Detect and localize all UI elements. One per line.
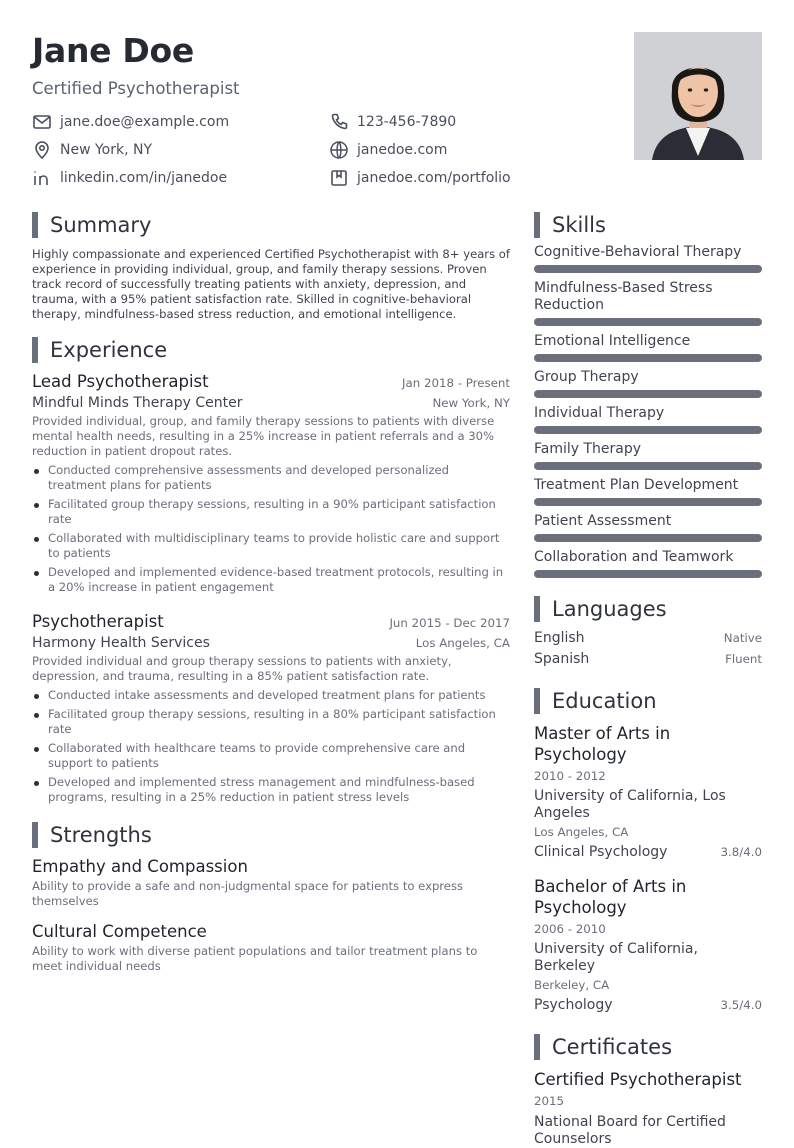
gpa: 3.8/4.0 [720,845,762,859]
skill-bar [534,534,762,542]
skill-item [534,405,762,434]
job-title: Psychotherapist [32,612,164,631]
skill-bar [534,426,762,434]
certificate-item [534,1069,762,1148]
job-dates: Jun 2015 - Dec 2017 [389,616,510,630]
contact-portfolio[interactable] [329,168,511,188]
company-name: Harmony Health Services [32,635,210,651]
bullet-item: Developed and implemented stress management and mindfulness-based programs, resulting in a 25% reduction in patient stress levels [32,775,510,805]
school-name: University of California, Berkeley [534,941,698,974]
contact-email[interactable] [32,112,229,132]
bullet-item: Facilitated group therapy sessions, resulting in a 80% participant satisfaction rate [32,707,510,737]
education-years: 2010 - 2012 [534,769,606,783]
skill-name: Family Therapy [534,441,642,457]
education-heading: Education [534,688,762,714]
contact-website[interactable] [329,140,447,160]
mail-icon [32,112,52,132]
certificates-heading: Certificates [534,1034,762,1060]
field-of-study: Clinical Psychology [534,844,668,860]
degree-title: Master of Arts in Psychology [534,724,671,764]
strengths-heading: Strengths [32,822,510,848]
languages-list [534,628,762,670]
job-dates: Jan 2018 - Present [402,376,510,390]
skill-bar [534,318,762,326]
job-bullets [32,688,510,805]
skill-bar [534,570,762,578]
school-location: Berkeley, CA [534,978,610,992]
skill-item [534,369,762,398]
certificate-year: 2015 [534,1094,565,1108]
company-name: Mindful Minds Therapy Center [32,395,243,411]
skill-bar [534,265,762,273]
skill-name: Individual Therapy [534,405,665,421]
bookmark-box-icon [329,168,349,188]
bullet-item: Collaborated with multidisciplinary teams to provide holistic care and support to patients [32,531,510,561]
job-location: New York, NY [432,396,510,410]
skill-item [534,244,762,273]
skill-item [534,441,762,470]
skill-name: Mindfulness-Based Stress Reduction [534,280,713,313]
skill-bar [534,498,762,506]
resume-header [32,30,592,100]
certificate-name: Certified Psychotherapist [534,1070,742,1089]
phone-icon [329,112,349,132]
skill-name: Emotional Intelligence [534,333,691,349]
profile-photo [634,32,762,160]
summary-heading: Summary [32,212,510,238]
strength-description: Ability to work with diverse patient populations and tailor treatment plans to meet individual needs [32,944,478,973]
portfolio-text: janedoe.com/portfolio [357,170,511,186]
side-column [534,212,762,1148]
job-description: Provided individual and group therapy sessions to patients with anxiety, depression, and trauma, resulting in a 85% patient satisfaction rate. [32,654,452,683]
candidate-title: Certified Psychotherapist [32,79,240,98]
contact-phone[interactable] [329,112,456,132]
email-text: jane.doe@example.com [60,114,230,130]
main-column [32,212,510,974]
skill-bar [534,390,762,398]
experience-heading: Experience [32,337,510,363]
language-level: Native [723,631,762,645]
job-location: Los Angeles, CA [415,636,510,650]
language-name: Spanish [534,651,590,667]
website-text: janedoe.com [357,142,448,158]
education-years: 2006 - 2010 [534,922,606,936]
experience-item [32,371,510,595]
skill-item [534,477,762,506]
strength-item [32,921,510,974]
strength-title: Cultural Competence [32,922,207,941]
strength-title: Empathy and Compassion [32,857,248,876]
skill-bar [534,462,762,470]
skill-name: Group Therapy [534,369,639,385]
map-pin-icon [32,140,52,160]
certificate-issuer: National Board for Certified Counselors [534,1114,726,1147]
job-bullets [32,463,510,595]
skill-bar [534,354,762,362]
linkedin-icon [32,168,52,188]
experience-item [32,611,510,805]
location-text: New York, NY [60,142,153,158]
field-of-study: Psychology [534,997,613,1013]
bullet-item: Developed and implemented evidence-based treatment protocols, resulting in a 20% increase in patient engagement [32,565,510,595]
candidate-name: Jane Doe [32,31,194,70]
contact-info [32,112,532,196]
bullet-item: Facilitated group therapy sessions, resulting in a 90% participant satisfaction rate [32,497,510,527]
language-level: Fluent [725,652,762,666]
degree-title: Bachelor of Arts in Psychology [534,877,687,917]
strength-item [32,856,510,909]
school-name: University of California, Los Angeles [534,788,726,821]
strength-description: Ability to provide a safe and non-judgmental space for patients to express themselves [32,879,464,908]
skill-item [534,333,762,362]
language-item [534,628,762,649]
language-item [534,649,762,670]
phone-text: 123-456-7890 [357,114,457,130]
contact-location [32,140,152,160]
skill-item [534,513,762,542]
job-description: Provided individual, group, and family therapy sessions to patients with diverse mental health needs, resulting in a 25% increase in patient referrals and a 30% reduction in patient dropout rates. [32,414,495,458]
skills-list [534,244,762,578]
language-name: English [534,630,585,646]
skill-name: Cognitive-Behavioral Therapy [534,244,742,260]
summary-text: Highly compassionate and experienced Certified Psychotherapist with 8+ years of experience in providing individual, group, and family therapy sessions. Proven track record of successfully treating patients with anxiety, depression, and trauma, with a 95% patient satisfaction rate. Skilled in cognitive-behavioral therapy, mindfulness-based stress reduction, and emotional intelligence. [32,247,510,321]
skill-name: Collaboration and Teamwork [534,549,734,565]
skills-heading: Skills [534,212,762,238]
education-item [534,723,762,862]
bullet-item: Collaborated with healthcare teams to provide comprehensive care and support to patients [32,741,510,771]
bullet-item: Conducted intake assessments and developed treatment plans for patients [32,688,510,703]
linkedin-text: linkedin.com/in/janedoe [60,170,228,186]
skill-item [534,280,762,326]
bullet-item: Conducted comprehensive assessments and developed personalized treatment plans for patients [32,463,510,493]
languages-heading: Languages [534,596,762,622]
skill-name: Patient Assessment [534,513,672,529]
school-location: Los Angeles, CA [534,825,629,839]
globe-icon [329,140,349,160]
education-item [534,876,762,1015]
skill-name: Treatment Plan Development [534,477,739,493]
job-title: Lead Psychotherapist [32,372,209,391]
contact-linkedin[interactable] [32,168,227,188]
skill-item [534,549,762,578]
gpa: 3.5/4.0 [720,998,762,1012]
